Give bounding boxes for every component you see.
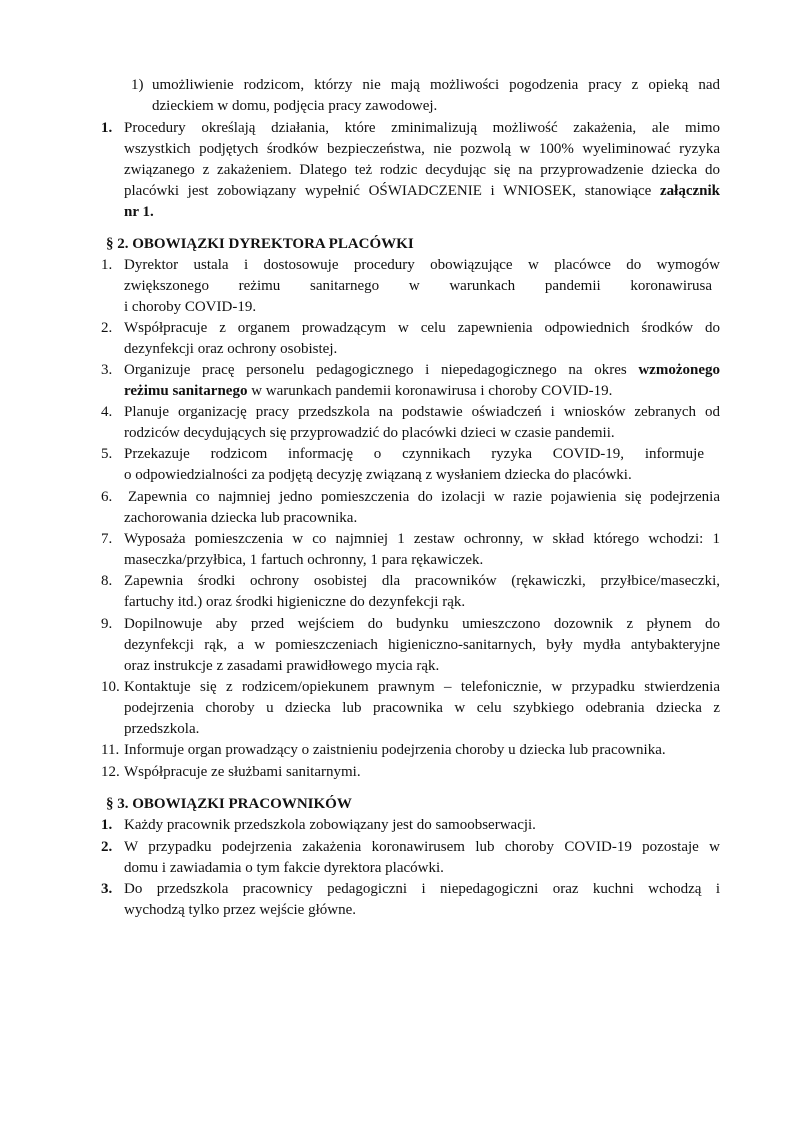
section-3-heading: § 3. OBOWIĄZKI PRACOWNIKÓW [106,796,352,812]
intro-item-number: 1) [131,77,144,93]
s2-item-9-line-2: dezynfekcji rąk, a w pomieszczeniach higieniczno-sanitarnych, były mydła antybakteryjne [124,637,720,653]
s3-item-1-number: 1. [101,817,113,833]
s2-item-7-line-2: maseczka/przyłbica, 1 fartuch ochronny, 1 para rękawiczek. [124,552,484,568]
s2-item-3-bold-1: wzmożonego [638,362,720,378]
s2-item-12-line-1: Współpracuje ze służbami sanitarnymi. [124,764,361,780]
s2-item-6-number: 6. [101,489,113,505]
s3-item-1-line-1: Każdy pracownik przedszkola zobowiązany jest do samoobserwacji. [124,817,536,833]
s2-item-3-bold-2: reżimu sanitarnego [124,383,248,399]
s2-item-10-line-3: przedszkola. [124,721,200,737]
s2-item-1-line-2: zwiększonego reżimu sanitarnego w warunkach pandemii koronawirusa [124,278,712,294]
s2-item-8-line-1: Zapewnia środki ochrony osobistej dla pracowników (rękawiczki, przyłbice/maseczki, [124,573,720,589]
s2-item-3-text-2: w warunkach pandemii koronawirusa i choroby COVID-19. [247,383,613,399]
s2-item-1-line-3: i choroby COVID-19. [124,299,257,315]
s2-item-5-number: 5. [101,446,113,462]
s2-item-10-line-1: Kontaktuje się z rodzicem/opiekunem prawnym – telefonicznie, w przypadku stwierdzenia [124,679,720,695]
s2-item-1-number: 1. [101,257,113,273]
s2-item-12-number: 12. [101,764,120,780]
s2-item-5-line-2: o odpowiedzialności za podjętą decyzję związaną z wysłaniem dziecka do placówki. [124,467,632,483]
s3-item-3-number: 3. [101,881,113,897]
s2-item-5-line-1: Przekazuje rodzicom informację o czynnikach ryzyka COVID-19, informuje [124,446,704,462]
s2-item-4-number: 4. [101,404,113,420]
section-2-heading: § 2. OBOWIĄZKI DYREKTORA PLACÓWKI [106,236,414,252]
s2-item-6-line-1: Zapewnia co najmniej jedno pomieszczenia do izolacji w razie pojawienia się podejrzenia [128,489,720,505]
s2-item-3-line-2 [124,381,612,402]
s2-item-2-line-1: Współpracuje z organem prowadzącym w celu zapewnienia odpowiednich środków do [124,320,720,336]
s2-item-8-line-2: fartuchy itd.) oraz środki higieniczne do dezynfekcji rąk. [124,594,466,610]
s2-item-9-number: 9. [101,616,113,632]
s2-item-9-line-3: oraz instrukcje z zasadami prawidłowego mycia rąk. [124,658,440,674]
procedures-line-1: Procedury określają działania, które zminimalizują możliwość zakażenia, ale mimo [124,120,720,136]
s2-item-1-line-1: Dyrektor ustala i dostosowuje procedury obowiązujące w placówce do wymogów [124,257,720,273]
s2-item-7-line-1: Wyposaża pomieszczenia w co najmniej 1 zestaw ochronny, w skład którego wchodzi: 1 [124,531,720,547]
s2-item-3-number: 3. [101,362,113,378]
s2-item-11-number: 11. [101,742,120,758]
intro-item-line-2: dzieckiem w domu, podjęcia pracy zawodowej. [152,98,438,114]
s2-item-3-text-1: Organizuje pracę personelu pedagogicznego i niepedagogicznego na okres [124,362,639,378]
s2-item-11-line-1: Informuje organ prowadzący o zaistnieniu podejrzenia choroby u dziecka lub pracownika. [124,742,666,758]
s2-item-10-number: 10. [101,679,120,695]
s2-item-10-line-2: podejrzenia choroby u dziecka lub pracownika w celu szybkiego odebrania dziecka z [124,700,720,716]
s2-item-2-line-2: dezynfekcji oraz ochrony osobistej. [124,341,338,357]
s2-item-2-number: 2. [101,320,113,336]
s3-item-2-line-1: W przypadku podejrzenia zakażenia koronawirusem lub choroby COVID-19 pozostaje w [124,839,720,855]
procedures-line-4-text: placówki jest zobowiązany wypełnić OŚWIADCZENIE i WNIOSEK, stanowiące [124,183,660,199]
attachment-reference: załącznik [660,183,720,199]
s2-item-9-line-1: Dopilnowuje aby przed wejściem do budynku umieszczono dozownik z płynem do [124,616,720,632]
intro-item-line-1: umożliwienie rodzicom, którzy nie mają możliwości pogodzenia pracy z opieką nad [152,77,720,93]
procedures-line-4 [124,181,720,202]
s3-item-3-line-1: Do przedszkola pracownicy pedagogiczni i niepedagogiczni oraz kuchni wchodzą i [124,881,720,897]
procedures-line-3: związanego z zakażeniem. Dlatego też rodzic decydując się na przyprowadzenie dziecka do [124,162,720,178]
s2-item-3-line-1 [124,360,720,381]
s2-item-4-line-1: Planuje organizację pracy przedszkola na podstawie oświadczeń i wniosków zebranych od [124,404,720,420]
procedures-line-2: wszystkich podjętych środków bezpieczeństwa, nie pozwolą w 100% wyeliminować ryzyka [124,141,720,157]
procedures-item-number: 1. [101,120,113,136]
attachment-number: nr 1. [124,204,154,220]
s2-item-4-line-2: rodziców decydujących się przyprowadzić do placówki dzieci w czasie pandemii. [124,425,615,441]
s3-item-2-number: 2. [101,839,113,855]
s2-item-8-number: 8. [101,573,113,589]
s3-item-3-line-2: wychodzą tylko przez wejście główne. [124,902,356,918]
s3-item-2-line-2: domu i zawiadamia o tym fakcie dyrektora placówki. [124,860,444,876]
s2-item-7-number: 7. [101,531,113,547]
s2-item-6-line-2: zachorowania dziecka lub pracownika. [124,510,358,526]
